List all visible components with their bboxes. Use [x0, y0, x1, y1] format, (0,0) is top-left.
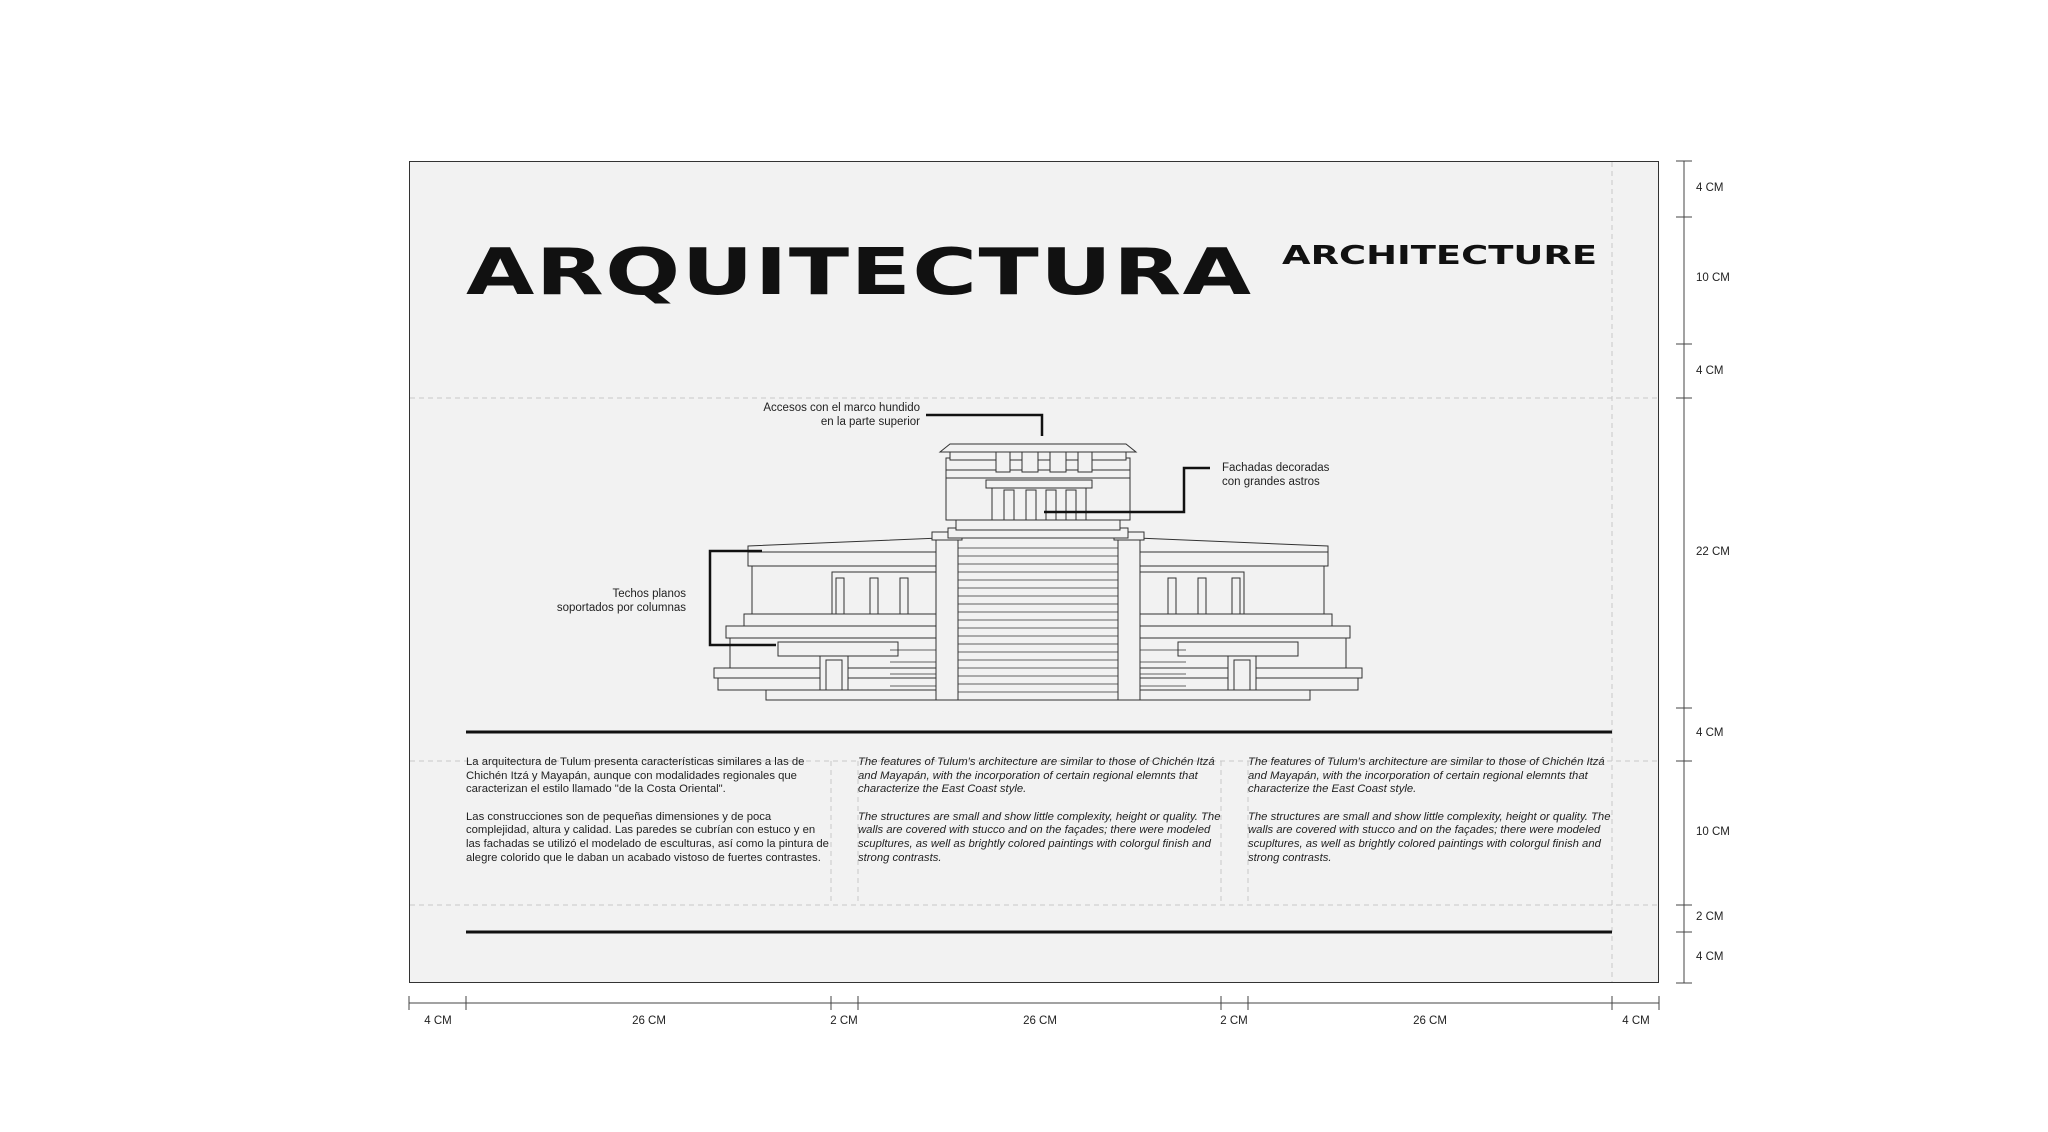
callout-accesos-line-2: en la parte superior [820, 416, 920, 428]
page-title: ARQUITECTURA [466, 236, 1253, 310]
text-column-english-1 [858, 756, 1222, 879]
paragraph: The structures are small and show little complexity, height or quality. The walls are covered with stucco and on the façades; there were modeled scupltures, as well as brightly colored paintings with colorgul finish and strong contrasts. [1248, 810, 1611, 864]
measure-v-8: 4 CM [1696, 951, 1724, 963]
measure-h-1: 4 CM [424, 1015, 452, 1027]
leader-accesos [926, 415, 1042, 436]
measure-v-3: 4 CM [1696, 365, 1724, 377]
vertical-scale [1676, 161, 1692, 983]
callout-techos [486, 587, 686, 615]
measure-h-3: 2 CM [830, 1015, 858, 1027]
measure-h-5: 2 CM [1220, 1015, 1248, 1027]
callout-fachadas-line-2: con grandes astros [1222, 476, 1320, 488]
paragraph: The structures are small and show little complexity, height or quality. The walls are covered with stucco and on the façades; there were modeled scupltures, as well as brightly colored paintings with colorgul finish and strong contrasts. [858, 810, 1221, 864]
page-title-english: ARCHITECTURE [1282, 241, 1598, 271]
measure-v-6: 10 CM [1696, 826, 1730, 838]
measure-v-1: 4 CM [1696, 182, 1724, 194]
measure-v-2: 10 CM [1696, 272, 1730, 284]
callout-fachadas-line-1: Fachadas decoradas [1222, 462, 1330, 474]
measure-h-7: 4 CM [1622, 1015, 1650, 1027]
callout-accesos [688, 401, 920, 429]
measure-h-4: 26 CM [1023, 1015, 1057, 1027]
text-column-english-2 [1248, 756, 1612, 879]
measure-v-4: 22 CM [1696, 546, 1730, 558]
paragraph: The features of Tulum's architecture are similar to those of Chichén Itzá and Mayapán, with the incorporation of certain regional elemnts that characterize the East Coast style. [858, 756, 1215, 796]
measure-h-2: 26 CM [632, 1015, 666, 1027]
text-column-spanish [466, 756, 830, 879]
callout-accesos-line-1: Accesos con el marco hundido [763, 402, 920, 414]
horizontal-scale [409, 996, 1659, 1010]
paragraph: The features of Tulum's architecture are similar to those of Chichén Itzá and Mayapán, with the incorporation of certain regional elemnts that characterize the East Coast style. [1248, 756, 1605, 796]
measure-v-7: 2 CM [1696, 911, 1724, 923]
paragraph: La arquitectura de Tulum presenta características similares a las de Chichén Itzá y Mayapán, aunque con modalidades regionales que caracterizan el estilo llamado "de la Costa Oriental". [466, 756, 805, 796]
callout-techos-line-2: soportados por columnas [556, 602, 686, 614]
callout-fachadas [1222, 461, 1329, 489]
paragraph: Las construcciones son de pequeñas dimensiones y de poca complejidad, altura y calidad. Las paredes se cubrían con estuco y en las fachadas se utilizó el modelado de esculturas, así como la pintura de alegre colorido que le daban un acabado vistoso de fuertes contrastes. [466, 810, 829, 864]
measure-v-5: 4 CM [1696, 727, 1724, 739]
measure-h-6: 26 CM [1413, 1015, 1447, 1027]
callout-techos-line-1: Techos planos [612, 588, 686, 600]
